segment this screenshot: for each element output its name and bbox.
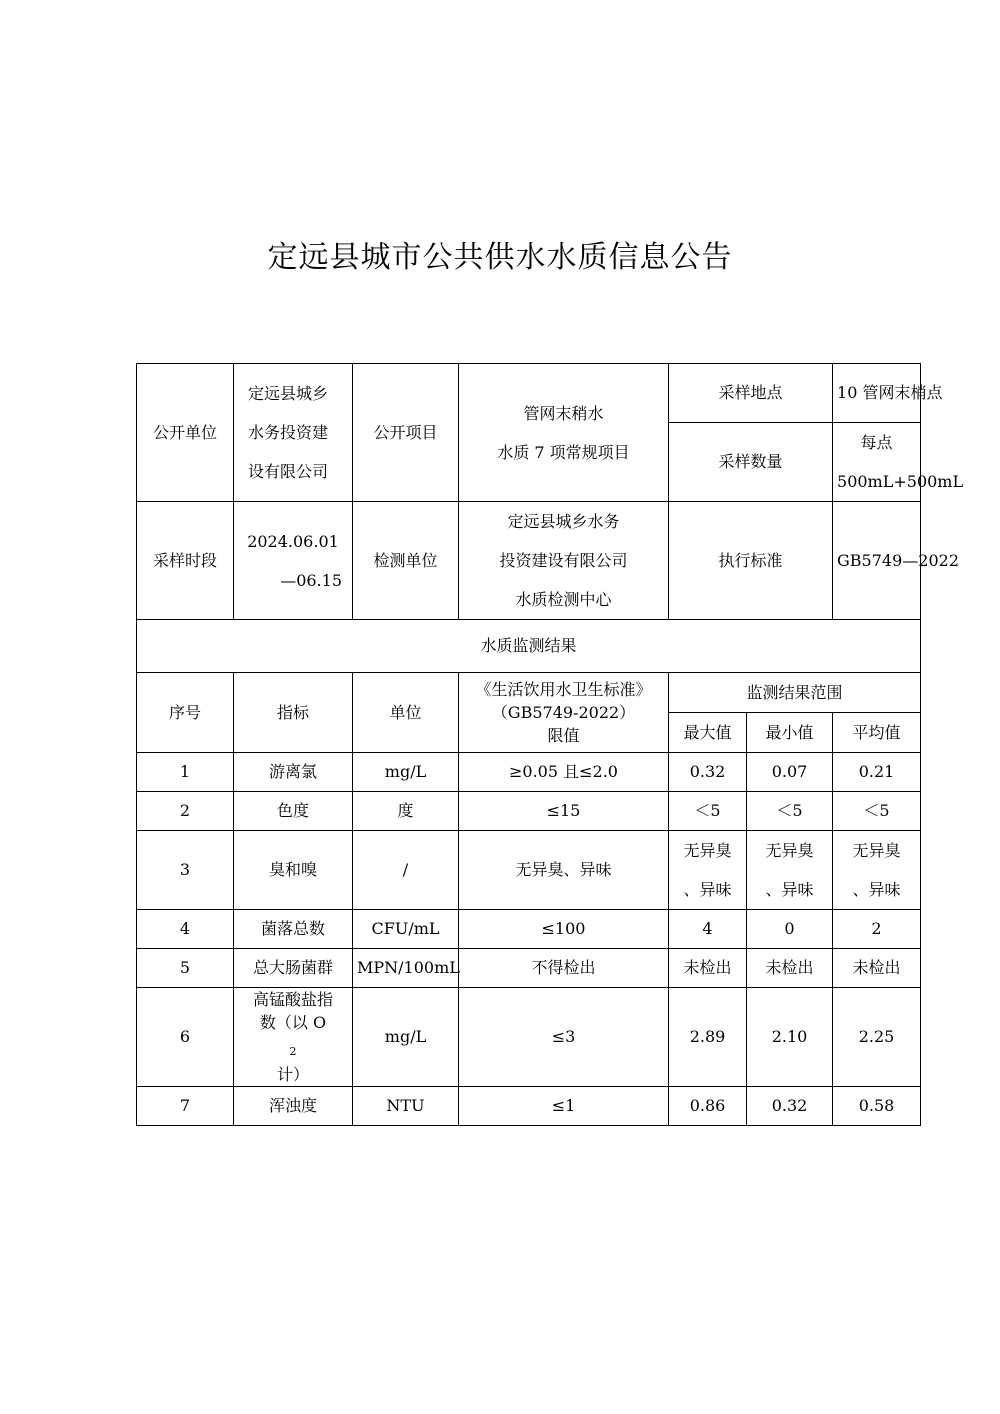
cell-limit: ≥0.05 且≤2.0 — [459, 753, 669, 792]
cell-min: ＜5 — [747, 792, 833, 831]
unit-label: 公开单位 — [137, 364, 234, 502]
site-label: 采样地点 — [669, 364, 833, 423]
table-row — [137, 988, 921, 1087]
cell-limit: 不得检出 — [459, 949, 669, 988]
cell-seq: 7 — [137, 1087, 234, 1126]
cell-unit: mg/L — [353, 753, 459, 792]
cell-max: 4 — [669, 910, 747, 949]
cell-unit: 度 — [353, 792, 459, 831]
cell-avg: 无异臭 、异味 — [833, 831, 921, 910]
cell-avg: 0.21 — [833, 753, 921, 792]
results-section-title: 水质监测结果 — [137, 620, 921, 673]
cell-seq: 6 — [137, 988, 234, 1087]
unit-value: 定远县城乡 水务投资建 设有限公司 — [234, 364, 353, 502]
standard-value: GB5749—2022 — [833, 502, 921, 620]
cell-avg: 2.25 — [833, 988, 921, 1087]
header-min: 最小值 — [747, 713, 833, 753]
header-avg: 平均值 — [833, 713, 921, 753]
header-indicator: 指标 — [234, 673, 353, 753]
water-quality-table — [136, 363, 964, 1126]
cell-min: 未检出 — [747, 949, 833, 988]
cell-seq: 4 — [137, 910, 234, 949]
cell-max: 2.89 — [669, 988, 747, 1087]
cell-min: 0.07 — [747, 753, 833, 792]
header-seq: 序号 — [137, 673, 234, 753]
cell-limit: 无异臭、异味 — [459, 831, 669, 910]
cell-limit: ≤1 — [459, 1087, 669, 1126]
header-max: 最大值 — [669, 713, 747, 753]
period-value: 2024.06.01 —06.15 — [234, 502, 353, 620]
item-value: 管网末稍水 水质 7 项常规项目 — [459, 364, 669, 502]
page-title: 定远县城市公共供水水质信息公告 — [267, 240, 733, 275]
cell-unit: mg/L — [353, 988, 459, 1087]
table-row — [137, 910, 921, 949]
cell-indicator: 菌落总数 — [234, 910, 353, 949]
lab-label: 检测单位 — [353, 502, 459, 620]
cell-max: 未检出 — [669, 949, 747, 988]
site-value: 10 管网末梢点 — [833, 364, 921, 423]
header-range: 监测结果范围 — [669, 673, 921, 713]
table-row — [137, 792, 921, 831]
period-label: 采样时段 — [137, 502, 234, 620]
cell-max: 无异臭 、异味 — [669, 831, 747, 910]
cell-min: 无异臭 、异味 — [747, 831, 833, 910]
standard-label: 执行标准 — [669, 502, 833, 620]
cell-avg: 0.58 — [833, 1087, 921, 1126]
cell-indicator: 总大肠菌群 — [234, 949, 353, 988]
cell-indicator: 浑浊度 — [234, 1087, 353, 1126]
cell-avg: 2 — [833, 910, 921, 949]
cell-avg: 未检出 — [833, 949, 921, 988]
cell-limit: ≤100 — [459, 910, 669, 949]
table-row — [137, 949, 921, 988]
cell-limit: ≤15 — [459, 792, 669, 831]
cell-indicator: 游离氯 — [234, 753, 353, 792]
cell-indicator: 色度 — [234, 792, 353, 831]
cell-unit: / — [353, 831, 459, 910]
cell-min: 0.32 — [747, 1087, 833, 1126]
item-label: 公开项目 — [353, 364, 459, 502]
cell-indicator: 臭和嗅 — [234, 831, 353, 910]
cell-seq: 5 — [137, 949, 234, 988]
header-limit: 《生活饮用水卫生标准》 （GB5749-2022） 限值 — [459, 673, 669, 753]
cell-max: ＜5 — [669, 792, 747, 831]
cell-seq: 2 — [137, 792, 234, 831]
cell-indicator: 高锰酸盐指 数（以 O $_2$ 计） — [234, 988, 353, 1087]
cell-max: 0.86 — [669, 1087, 747, 1126]
cell-unit: NTU — [353, 1087, 459, 1126]
header-unit: 单位 — [353, 673, 459, 753]
cell-avg: ＜5 — [833, 792, 921, 831]
lab-value: 定远县城乡水务 投资建设有限公司 水质检测中心 — [459, 502, 669, 620]
cell-min: 0 — [747, 910, 833, 949]
cell-unit: MPN/100mL — [353, 949, 459, 988]
table-row — [137, 753, 921, 792]
qty-label: 采样数量 — [669, 423, 833, 502]
cell-seq: 3 — [137, 831, 234, 910]
cell-limit: ≤3 — [459, 988, 669, 1087]
table-row — [137, 831, 921, 910]
qty-value: 每点 500mL+500mL — [833, 423, 921, 502]
cell-unit: CFU/mL — [353, 910, 459, 949]
cell-seq: 1 — [137, 753, 234, 792]
table-row — [137, 1087, 921, 1126]
cell-min: 2.10 — [747, 988, 833, 1087]
cell-max: 0.32 — [669, 753, 747, 792]
